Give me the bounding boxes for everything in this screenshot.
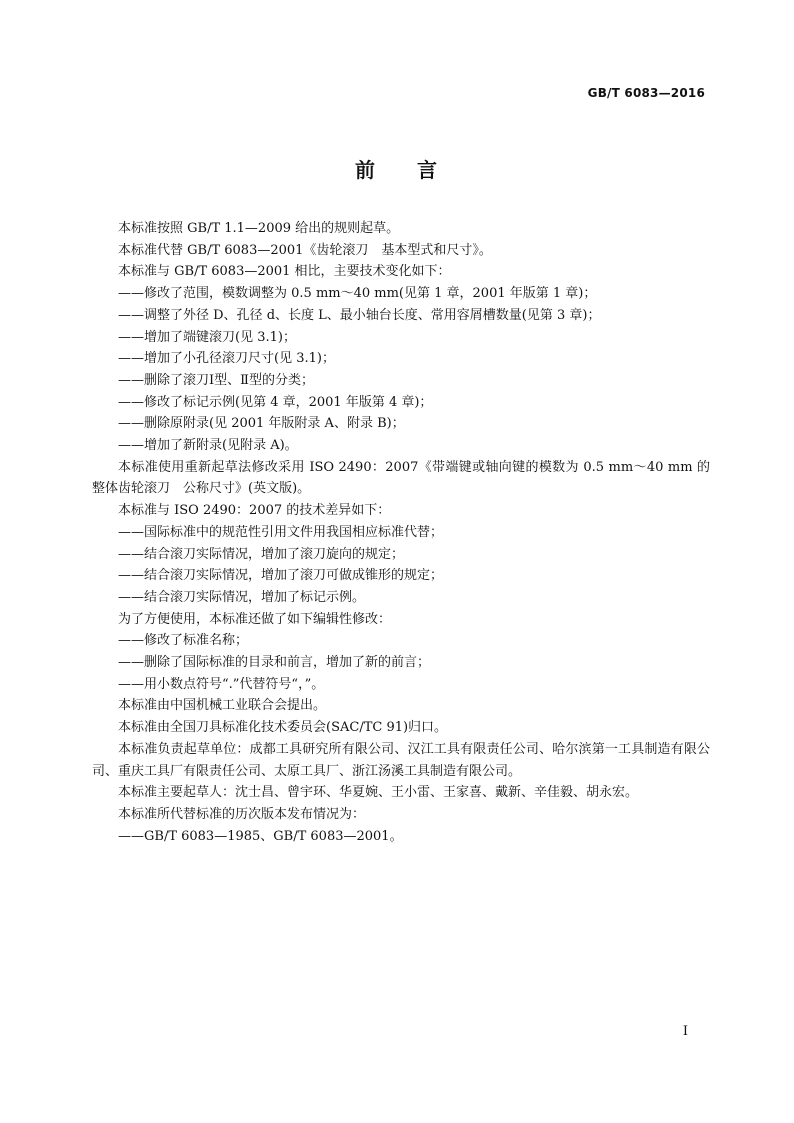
paragraph-proposed-by: 本标准由中国机械工业联合会提出。 (118, 698, 327, 714)
paragraph-editorial-changes: 为了方便使用，本标准还做了如下编辑性修改： (118, 611, 392, 627)
page-title (0, 154, 794, 183)
list-item: ——删除原附录(见 2001 年版附录 A、附录 B)； (118, 416, 405, 432)
paragraph-replaces: 本标准代替 GB/T 6083—2001《齿轮滚刀 基本型式和尺寸》。 (118, 242, 492, 258)
page-title-part-2: 言 (417, 158, 439, 182)
paragraph-drafting-units: 本标准负责起草单位：成都工具研究所有限公司、汉江工具有限责任公司、哈尔滨第一工具制造有限公司、重庆工具厂有限责任公司、太原工具厂、浙江汤溪工具制造有限公司。 (92, 741, 710, 779)
paragraph-previous-editions: 本标准所代替标准的历次版本发布情况为： (118, 806, 366, 822)
paragraph-main-changes: 本标准与 GB/T 6083—2001 相比，主要技术变化如下： (118, 264, 451, 280)
page-number: I (682, 1024, 688, 1039)
paragraph-iso-adoption: 本标准使用重新起草法修改采用 ISO 2490：2007《带端键或轴向键的模数为 0.5 mm～40 mm 的整体齿轮滚刀 公称尺寸》(英文版)。 (92, 459, 710, 497)
paragraph-under-jurisdiction: 本标准由全国刀具标准化技术委员会(SAC/TC 91)归口。 (118, 720, 448, 736)
list-item: ——调整了外径 D、孔径 d、长度 L、最小轴台长度、常用容屑槽数量(见第 3 章)； (118, 307, 601, 323)
list-item: ——GB/T 6083—1985、GB/T 6083—2001。 (118, 828, 403, 844)
list-item: ——用小数点符号“.”代替符号“，”。 (118, 676, 325, 692)
paragraph-technical-differences: 本标准与 ISO 2490：2007 的技术差异如下： (118, 503, 391, 519)
list-item: ——增加了端键滚刀(见 3.1)； (118, 329, 296, 345)
list-item: ——结合滚刀实际情况，增加了滚刀旋向的规定； (118, 546, 405, 562)
list-item: ——结合滚刀实际情况，增加了标记示例。 (118, 589, 366, 605)
list-item: ——增加了小孔径滚刀尺寸(见 3.1)； (118, 351, 335, 367)
foreword-body (92, 218, 710, 847)
paragraph-drafters: 本标准主要起草人：沈士昌、曾宇环、华夏婉、王小雷、王家喜、戴新、辛佳毅、胡永宏。 (118, 785, 639, 801)
paragraph-drafting-rules: 本标准按照 GB/T 1.1—2009 给出的规则起草。 (118, 221, 400, 236)
list-item: ——增加了新附录(见附录 A)。 (118, 438, 298, 454)
list-item: ——修改了标记示例(见第 4 章，2001 年版第 4 章)； (118, 394, 433, 410)
standard-code: GB/T 6083—2016 (587, 86, 705, 100)
list-item: ——删除了滚刀Ⅰ型、Ⅱ型的分类； (118, 372, 314, 388)
list-item: ——结合滚刀实际情况，增加了滚刀可做成锥形的规定； (118, 568, 444, 584)
list-item: ——删除了国际标准的目录和前言，增加了新的前言； (118, 655, 431, 671)
list-item: ——国际标准中的规范性引用文件用我国相应标准代替； (118, 524, 444, 540)
list-item: ——修改了标准名称； (118, 633, 249, 649)
list-item: ——修改了范围，模数调整为 0.5 mm～40 mm(见第 1 章，2001 年版第 1 章)； (118, 286, 597, 302)
page-title-part-1: 前 (355, 158, 377, 182)
